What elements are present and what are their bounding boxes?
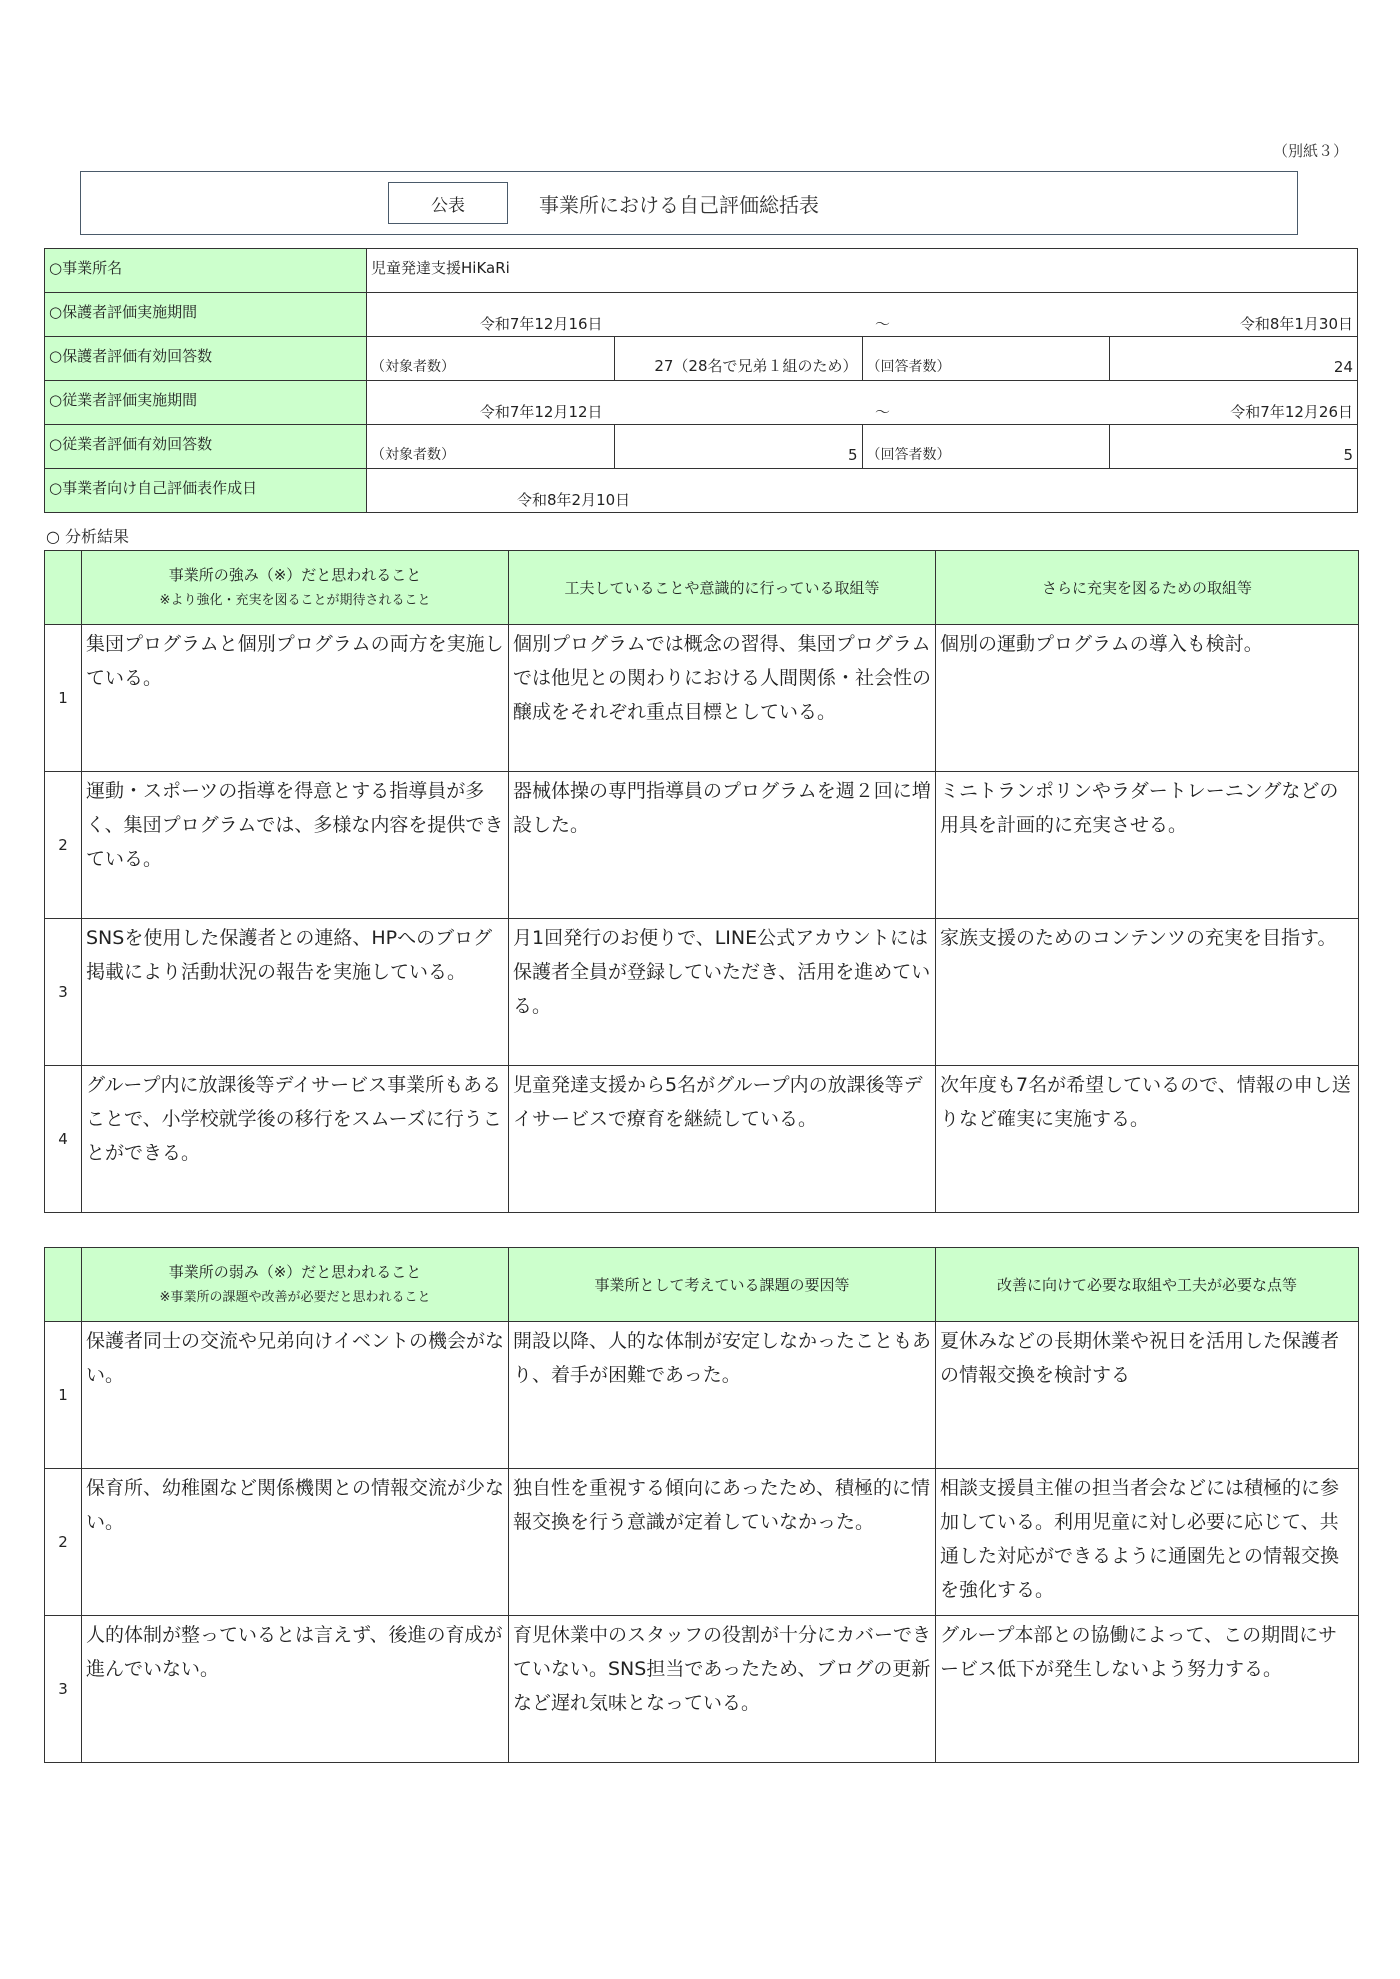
strengths-header-col1-main: 事業所の強み（※）だと思われること: [168, 565, 422, 584]
cause-cell: 育児休業中のスタッフの役割が十分にカバーできていない。SNS担当であったため、ブログの更新など遅れ気味となっている。: [509, 1616, 936, 1763]
further-cell: ミニトランポリンやラダートレーニングなどの用具を計画的に充実させる。: [936, 772, 1359, 919]
office-name-label: ○事業所名: [45, 249, 367, 293]
staff-respondent-label: （回答者数）: [862, 425, 1110, 469]
row-number: 2: [45, 1469, 82, 1616]
strengths-header-col1-note: ※より強化・充実を図ることが期待されること: [159, 592, 431, 608]
staff-target-label: （対象者数）: [367, 425, 615, 469]
table-row: [45, 1066, 1359, 1213]
row-number: 4: [45, 1066, 82, 1213]
strength-cell: 集団プログラムと個別プログラムの両方を実施している。: [82, 625, 509, 772]
improvement-cell: 夏休みなどの長期休業や祝日を活用した保護者の情報交換を検討する: [936, 1322, 1359, 1469]
table-row: [45, 919, 1359, 1066]
row-number: 3: [45, 919, 82, 1066]
staff-responses-label: ○従業者評価有効回答数: [45, 425, 367, 469]
created-date-value: 令和8年2月10日: [367, 469, 1358, 513]
weaknesses-header-col2: 事業所として考えている課題の要因等: [509, 1248, 936, 1322]
info-row-staff-period: [45, 381, 1358, 425]
improvement-cell: グループ本部との協働によって、この期間にサービス低下が発生しないよう努力する。: [936, 1616, 1359, 1763]
info-row-guardian-responses: [45, 337, 1358, 381]
weaknesses-header-col1: [82, 1248, 509, 1322]
cause-cell: 開設以降、人的な体制が安定しなかったこともあり、着手が困難であった。: [509, 1322, 936, 1469]
improvement-cell: 相談支援員主催の担当者会などには積極的に参加している。利用児童に対し必要に応じて、共通した対応ができるように通園先との情報交換を強化する。: [936, 1469, 1359, 1616]
staff-respondent-value: 5: [1110, 425, 1358, 469]
staff-period-separator: ～: [874, 403, 890, 421]
guardian-respondent-value: 24: [1110, 337, 1358, 381]
strength-cell: SNSを使用した保護者との連絡、HPへのブログ掲載により活動状況の報告を実施している。: [82, 919, 509, 1066]
guardian-target-value: 27（28名で兄弟１組のため）: [614, 337, 862, 381]
row-number: 2: [45, 772, 82, 919]
info-row-guardian-period: [45, 293, 1358, 337]
strengths-header-row: [45, 551, 1359, 625]
annex-label: （別紙３）: [1272, 142, 1348, 160]
table-row: [45, 1469, 1359, 1616]
office-name-value: 児童発達支援HiKaRi: [367, 249, 1358, 293]
further-cell: 個別の運動プログラムの導入も検討。: [936, 625, 1359, 772]
table-row: [45, 1616, 1359, 1763]
staff-period-start: 令和7年12月12日: [479, 403, 603, 421]
info-row-staff-responses: [45, 425, 1358, 469]
cause-cell: 独自性を重視する傾向にあったため、積極的に情報交換を行う意識が定着していなかった。: [509, 1469, 936, 1616]
strengths-table: [44, 550, 1359, 1213]
strengths-header-col2: 工夫していることや意識的に行っている取組等: [509, 551, 936, 625]
weaknesses-header-col1-note: ※事業所の課題や改善が必要だと思われること: [159, 1289, 431, 1305]
guardian-period-value: [367, 293, 1358, 337]
strength-cell: 運動・スポーツの指導を得意とする指導員が多く、集団プログラムでは、多様な内容を提供できている。: [82, 772, 509, 919]
guardian-respondent-label: （回答者数）: [862, 337, 1110, 381]
table-row: [45, 1322, 1359, 1469]
effort-cell: 個別プログラムでは概念の習得、集団プログラムでは他児との関わりにおける人間関係・社会性の醸成をそれぞれ重点目標としている。: [509, 625, 936, 772]
weaknesses-header-row: [45, 1248, 1359, 1322]
weakness-cell: 保育所、幼稚園など関係機関との情報交流が少ない。: [82, 1469, 509, 1616]
strengths-header-col1: [82, 551, 509, 625]
staff-period-value: [367, 381, 1358, 425]
weaknesses-header-col1-main: 事業所の弱み（※）だと思われること: [168, 1262, 422, 1281]
staff-target-value: 5: [614, 425, 862, 469]
title-frame: [80, 171, 1298, 235]
guardian-period-label: ○保護者評価実施期間: [45, 293, 367, 337]
effort-cell: 器械体操の専門指導員のプログラムを週２回に増設した。: [509, 772, 936, 919]
guardian-period-start: 令和7年12月16日: [479, 315, 603, 333]
weakness-cell: 保護者同士の交流や兄弟向けイベントの機会がない。: [82, 1322, 509, 1469]
guardian-target-label: （対象者数）: [367, 337, 615, 381]
further-cell: 家族支援のためのコンテンツの充実を目指す。: [936, 919, 1359, 1066]
row-number: 3: [45, 1616, 82, 1763]
guardian-responses-label: ○保護者評価有効回答数: [45, 337, 367, 381]
table-row: [45, 625, 1359, 772]
effort-cell: 児童発達支援から5名がグループ内の放課後等デイサービスで療育を継続している。: [509, 1066, 936, 1213]
weaknesses-table: [44, 1247, 1359, 1763]
info-row-created-date: [45, 469, 1358, 513]
staff-period-end: 令和7年12月26日: [1230, 403, 1354, 421]
strength-cell: グループ内に放課後等デイサービス事業所もあることで、小学校就学後の移行をスムーズに行うことができる。: [82, 1066, 509, 1213]
strengths-header-index: [45, 551, 82, 625]
effort-cell: 月1回発行のお便りで、LINE公式アカウントには保護者全員が登録していただき、活用を進めている。: [509, 919, 936, 1066]
table-row: [45, 772, 1359, 919]
row-number: 1: [45, 625, 82, 772]
public-badge: 公表: [388, 182, 508, 224]
info-row-office-name: [45, 249, 1358, 293]
further-cell: 次年度も7名が希望しているので、情報の申し送りなど確実に実施する。: [936, 1066, 1359, 1213]
created-date-label: ○事業者向け自己評価表作成日: [45, 469, 367, 513]
weakness-cell: 人的体制が整っているとは言えず、後進の育成が進んでいない。: [82, 1616, 509, 1763]
info-table: [44, 248, 1358, 513]
weaknesses-header-col3: 改善に向けて必要な取組や工夫が必要な点等: [936, 1248, 1359, 1322]
strengths-header-col3: さらに充実を図るための取組等: [936, 551, 1359, 625]
staff-period-label: ○従業者評価実施期間: [45, 381, 367, 425]
guardian-period-end: 令和8年1月30日: [1239, 315, 1354, 333]
page-title: 事業所における自己評価総括表: [539, 193, 819, 217]
analysis-section-label: ○ 分析結果: [46, 527, 130, 546]
guardian-period-separator: ～: [874, 315, 890, 333]
row-number: 1: [45, 1322, 82, 1469]
weaknesses-header-index: [45, 1248, 82, 1322]
